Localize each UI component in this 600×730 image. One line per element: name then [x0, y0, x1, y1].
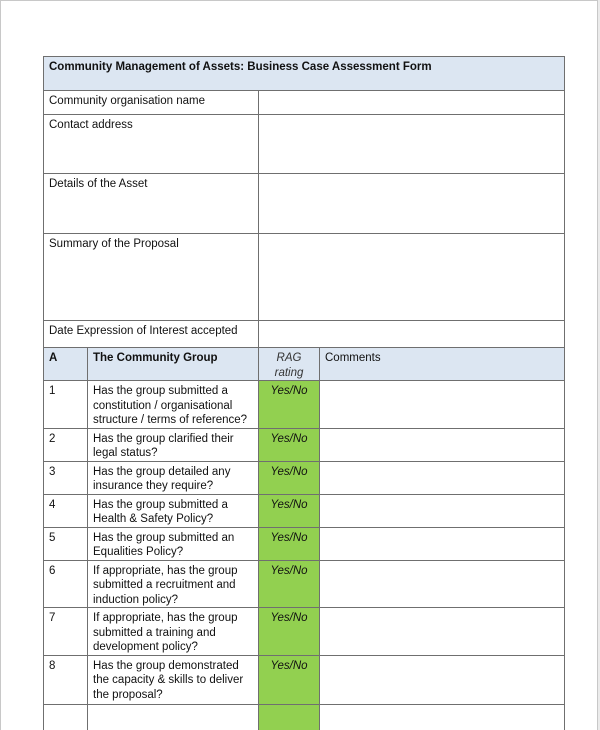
field-value-proposal-summary[interactable] — [259, 234, 565, 321]
comment-cell[interactable] — [320, 428, 565, 461]
rag-rating-cell[interactable]: Yes/No — [259, 494, 320, 527]
question-number: 7 — [44, 608, 88, 656]
rag-rating-cell[interactable]: Yes/No — [259, 608, 320, 656]
field-row-organisation-name — [44, 91, 565, 115]
comment-cell[interactable] — [320, 560, 565, 608]
question-text: Has the group clarified their legal status? — [88, 428, 259, 461]
field-row-contact-address — [44, 115, 565, 174]
field-label-contact-address: Contact address — [44, 115, 259, 174]
assessment-form-table — [43, 56, 565, 730]
rag-rating-cell[interactable]: Yes/No — [259, 560, 320, 608]
rag-rating-cell[interactable]: Yes/No — [259, 461, 320, 494]
question-number: 1 — [44, 381, 88, 429]
comment-cell[interactable] — [320, 608, 565, 656]
field-value-eoi-date[interactable] — [259, 321, 565, 348]
field-row-eoi-date — [44, 321, 565, 348]
comment-cell[interactable] — [320, 655, 565, 704]
field-label-asset-details: Details of the Asset — [44, 174, 259, 234]
question-row — [44, 494, 565, 527]
question-text: Has the group submitted an Equalities Policy? — [88, 527, 259, 560]
field-label-eoi-date: Date Expression of Interest accepted — [44, 321, 259, 348]
question-number: 6 — [44, 560, 88, 608]
question-number: 4 — [44, 494, 88, 527]
question-text: Has the group submitted a constitution / organisational structure / terms of reference? — [88, 381, 259, 429]
field-row-asset-details — [44, 174, 565, 234]
comments-header: Comments — [320, 348, 565, 381]
question-row — [44, 527, 565, 560]
comment-cell[interactable] — [320, 461, 565, 494]
comment-cell[interactable] — [320, 494, 565, 527]
question-row — [44, 560, 565, 608]
cut-off-cell — [320, 704, 565, 730]
question-text: If appropriate, has the group submitted a recruitment and induction policy? — [88, 560, 259, 608]
question-text: Has the group demonstrated the capacity & skills to deliver the proposal? — [88, 655, 259, 704]
field-row-proposal-summary — [44, 234, 565, 321]
section-header-row — [44, 348, 565, 381]
field-label-proposal-summary: Summary of the Proposal — [44, 234, 259, 321]
comment-cell[interactable] — [320, 527, 565, 560]
comment-cell[interactable] — [320, 381, 565, 429]
question-number: 5 — [44, 527, 88, 560]
question-row — [44, 381, 565, 429]
question-number: 8 — [44, 655, 88, 704]
question-row — [44, 655, 565, 704]
question-number: 2 — [44, 428, 88, 461]
question-text: If appropriate, has the group submitted a training and development policy? — [88, 608, 259, 656]
rag-rating-cell[interactable]: Yes/No — [259, 381, 320, 429]
section-title: The Community Group — [88, 348, 259, 381]
rag-rating-cell[interactable]: Yes/No — [259, 527, 320, 560]
cut-off-cell — [44, 704, 88, 730]
rag-rating-header: RAG rating — [259, 348, 320, 381]
question-row — [44, 608, 565, 656]
rag-rating-cell[interactable]: Yes/No — [259, 655, 320, 704]
form-title-row — [44, 57, 565, 91]
field-label-organisation-name: Community organisation name — [44, 91, 259, 115]
question-row — [44, 428, 565, 461]
field-value-asset-details[interactable] — [259, 174, 565, 234]
rag-rating-cell[interactable]: Yes/No — [259, 428, 320, 461]
question-row — [44, 461, 565, 494]
cut-off-cell — [88, 704, 259, 730]
question-text: Has the group submitted a Health & Safety Policy? — [88, 494, 259, 527]
cut-off-row — [44, 704, 565, 730]
question-number: 3 — [44, 461, 88, 494]
section-letter: A — [44, 348, 88, 381]
form-title: Community Management of Assets: Business Case Assessment Form — [44, 57, 565, 91]
field-value-contact-address[interactable] — [259, 115, 565, 174]
field-value-organisation-name[interactable] — [259, 91, 565, 115]
rag-rating-cell-partial — [259, 704, 320, 730]
question-text: Has the group detailed any insurance they require? — [88, 461, 259, 494]
